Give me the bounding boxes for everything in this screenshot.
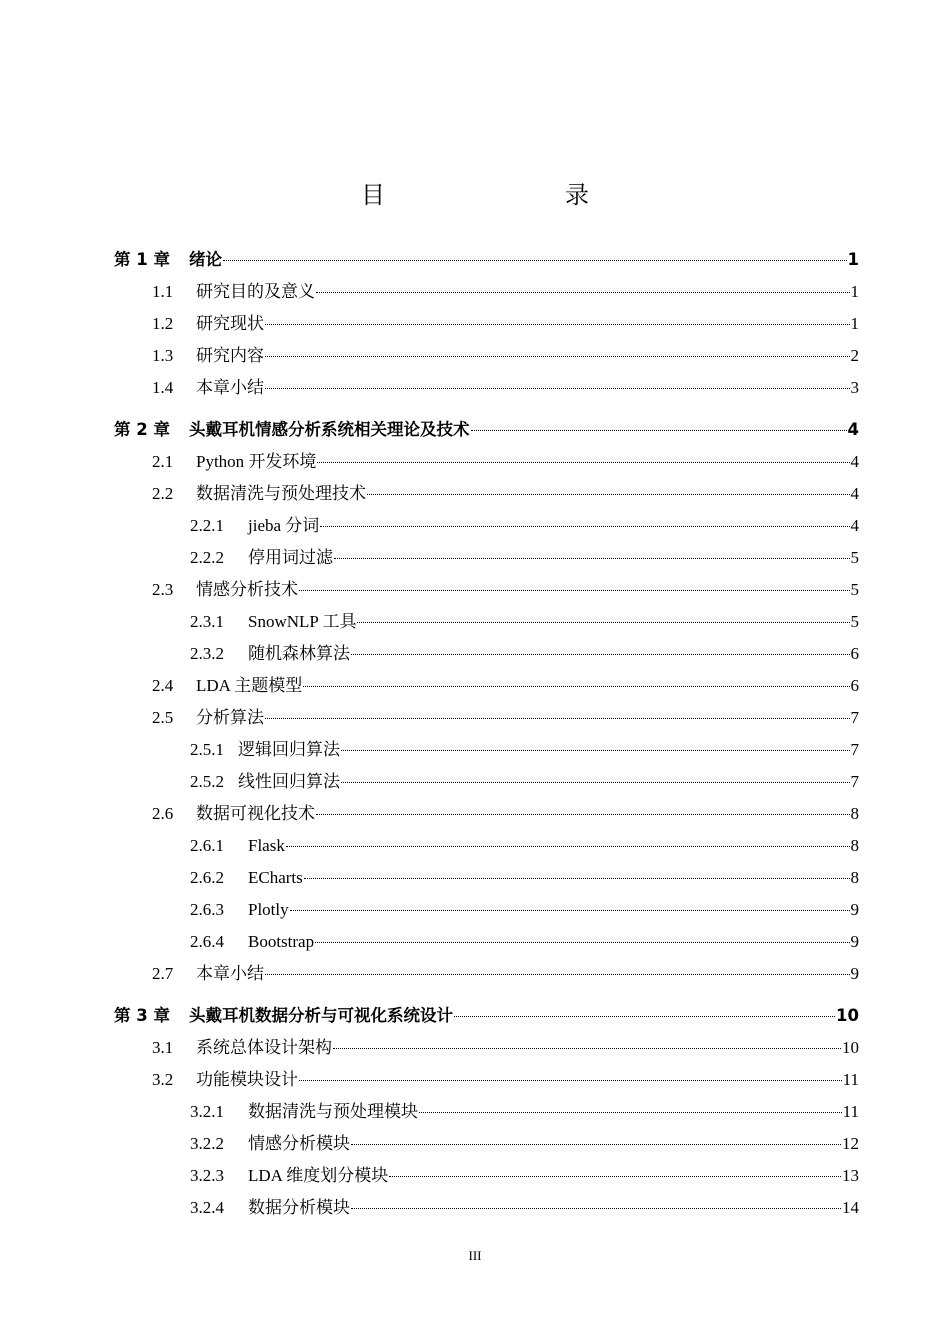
toc-entry[interactable] bbox=[152, 706, 859, 730]
toc-entry-number: 1.1 bbox=[152, 282, 174, 301]
toc-entry[interactable] bbox=[190, 1164, 859, 1188]
toc-dot-leader bbox=[357, 622, 849, 623]
toc-entry[interactable] bbox=[190, 866, 859, 890]
toc-entry[interactable] bbox=[190, 738, 859, 762]
toc-dot-leader bbox=[419, 1112, 842, 1113]
toc-chapter-entry[interactable] bbox=[114, 1004, 859, 1028]
toc-dot-leader bbox=[299, 590, 850, 591]
toc-entry[interactable] bbox=[152, 312, 859, 336]
toc-dot-leader bbox=[265, 718, 850, 719]
toc-dot-leader bbox=[303, 686, 849, 687]
toc-entry-title: Flask bbox=[248, 836, 285, 855]
toc-dot-leader bbox=[334, 558, 850, 559]
page-number-footer: III bbox=[468, 1248, 482, 1263]
toc-entry-title: SnowNLP 工具 bbox=[248, 612, 357, 631]
toc-entry-number: 2.4 bbox=[152, 676, 174, 695]
toc-entry[interactable] bbox=[152, 280, 859, 304]
toc-entry-title: 数据清洗与预处理模块 bbox=[248, 1102, 418, 1121]
toc-entry-title: 数据分析模块 bbox=[248, 1198, 350, 1217]
toc-entry-page: 5 bbox=[850, 580, 859, 599]
toc-entry-page: 12 bbox=[842, 1134, 859, 1153]
toc-chapter-entry[interactable] bbox=[114, 248, 859, 272]
toc-dot-leader bbox=[317, 462, 849, 463]
toc-entry-title: 头戴耳机数据分析与可视化系统设计 bbox=[189, 1006, 453, 1025]
toc-dot-leader bbox=[299, 1080, 842, 1081]
toc-entry-number: 3.2.1 bbox=[190, 1102, 224, 1121]
toc-dot-leader bbox=[351, 1144, 841, 1145]
toc-dot-leader bbox=[265, 324, 850, 325]
toc-entry-number: 2.6 bbox=[152, 804, 174, 823]
toc-dot-leader bbox=[389, 1176, 841, 1177]
toc-entry[interactable] bbox=[152, 344, 859, 368]
toc-dot-leader bbox=[290, 910, 850, 911]
toc-entry-number: 2.6.4 bbox=[190, 932, 224, 951]
toc-dot-leader bbox=[316, 292, 850, 293]
toc-entry[interactable] bbox=[152, 578, 859, 602]
toc-entry-number: 2.6.3 bbox=[190, 900, 224, 919]
toc-dot-leader bbox=[454, 1016, 835, 1017]
toc-entry-title: 线性回归算法 bbox=[238, 772, 340, 791]
toc-entry-title: Bootstrap bbox=[248, 932, 315, 951]
toc-entry-number: 第 1 章 bbox=[114, 250, 170, 269]
toc-entry-page: 9 bbox=[850, 964, 859, 983]
toc-dot-leader bbox=[351, 1208, 841, 1209]
toc-entry-page: 2 bbox=[850, 346, 859, 365]
toc-entry-page: 5 bbox=[850, 612, 859, 631]
toc-dot-leader bbox=[333, 1048, 841, 1049]
page-title: 目 录 bbox=[361, 181, 633, 209]
toc-entry-page: 5 bbox=[850, 548, 859, 567]
toc-entry[interactable] bbox=[152, 450, 859, 474]
toc-entry-number: 2.3.2 bbox=[190, 644, 224, 663]
toc-entry-number: 2.2.2 bbox=[190, 548, 224, 567]
toc-dot-leader bbox=[265, 974, 850, 975]
toc-entry-title: 随机森林算法 bbox=[248, 644, 350, 663]
toc-entry-number: 3.2 bbox=[152, 1070, 174, 1089]
toc-entry-page: 11 bbox=[842, 1070, 859, 1089]
toc-entry-page: 11 bbox=[842, 1102, 859, 1121]
toc-entry[interactable] bbox=[190, 1100, 859, 1124]
toc-entry[interactable] bbox=[190, 770, 859, 794]
toc-entry-title: 本章小结 bbox=[196, 964, 264, 983]
toc-entry-number: 1.4 bbox=[152, 378, 174, 397]
toc-dot-leader bbox=[341, 750, 850, 751]
toc-entry[interactable] bbox=[190, 930, 859, 954]
toc-dot-leader bbox=[320, 526, 849, 527]
toc-entry-title: 系统总体设计架构 bbox=[196, 1038, 332, 1057]
toc-entry-page: 8 bbox=[850, 868, 859, 887]
toc-dot-leader bbox=[265, 356, 850, 357]
toc-entry[interactable] bbox=[190, 1132, 859, 1156]
toc-dot-leader bbox=[341, 782, 850, 783]
toc-entry-number: 2.6.2 bbox=[190, 868, 224, 887]
toc-entry-page: 8 bbox=[850, 804, 859, 823]
toc-entry-page: 4 bbox=[850, 484, 859, 503]
toc-entry-page: 4 bbox=[847, 420, 859, 439]
toc-dot-leader bbox=[304, 878, 850, 879]
toc-dot-leader bbox=[367, 494, 850, 495]
toc-entry-number: 2.2 bbox=[152, 484, 174, 503]
toc-entry-title: ECharts bbox=[248, 868, 303, 887]
toc-entry[interactable] bbox=[190, 514, 859, 538]
toc-entry-number: 3.1 bbox=[152, 1038, 174, 1057]
toc-dot-leader bbox=[315, 942, 849, 943]
toc-entry-page: 7 bbox=[850, 772, 859, 791]
toc-entry-number: 2.3 bbox=[152, 580, 174, 599]
toc-dot-leader bbox=[351, 654, 850, 655]
toc-entry-number: 2.7 bbox=[152, 964, 174, 983]
toc-entry-title: 本章小结 bbox=[196, 378, 264, 397]
toc-entry-page: 1 bbox=[850, 282, 859, 301]
toc-dot-leader bbox=[223, 260, 847, 261]
toc-entry-title: 数据可视化技术 bbox=[196, 804, 315, 823]
toc-entry-title: 研究现状 bbox=[196, 314, 264, 333]
toc-entry-number: 2.3.1 bbox=[190, 612, 224, 631]
toc-entry-title: 分析算法 bbox=[196, 708, 264, 727]
toc-entry-number: 1.3 bbox=[152, 346, 174, 365]
toc-entry-title: jieba 分词 bbox=[248, 516, 320, 535]
toc-entry[interactable] bbox=[152, 482, 859, 506]
toc-entry-title: LDA 维度划分模块 bbox=[248, 1166, 389, 1185]
toc-entry-number: 2.2.1 bbox=[190, 516, 224, 535]
toc-entry[interactable] bbox=[152, 962, 859, 986]
toc-dot-leader bbox=[265, 388, 850, 389]
toc-entry-title: 逻辑回归算法 bbox=[238, 740, 340, 759]
toc-entry[interactable] bbox=[190, 610, 859, 634]
toc-entry-page: 9 bbox=[850, 932, 859, 951]
toc-entry-page: 7 bbox=[850, 740, 859, 759]
toc-entry-title: LDA 主题模型 bbox=[196, 676, 303, 695]
toc-entry-number: 第 3 章 bbox=[114, 1006, 170, 1025]
toc-entry-title: Python 开发环境 bbox=[196, 452, 317, 471]
toc-dot-leader bbox=[471, 430, 847, 431]
toc-entry[interactable] bbox=[152, 1068, 859, 1092]
toc-entry-page: 7 bbox=[850, 708, 859, 727]
toc-entry-title: 研究目的及意义 bbox=[196, 282, 315, 301]
toc-entry[interactable] bbox=[190, 546, 859, 570]
toc-entry[interactable] bbox=[190, 898, 859, 922]
toc-entry-title: Plotly bbox=[248, 900, 289, 919]
toc-entry-number: 2.5.1 bbox=[190, 740, 224, 759]
toc-entry[interactable] bbox=[152, 1036, 859, 1060]
toc-entry-number: 2.5 bbox=[152, 708, 174, 727]
toc-entry[interactable] bbox=[152, 376, 859, 400]
toc-entry-number: 3.2.3 bbox=[190, 1166, 224, 1185]
toc-entry-title: 功能模块设计 bbox=[196, 1070, 298, 1089]
toc-entry[interactable] bbox=[152, 674, 859, 698]
toc-entry-page: 10 bbox=[842, 1038, 859, 1057]
toc-dot-leader bbox=[286, 846, 850, 847]
toc-entry-number: 第 2 章 bbox=[114, 420, 170, 439]
toc-entry-page: 13 bbox=[842, 1166, 859, 1185]
toc-entry[interactable] bbox=[190, 642, 859, 666]
toc-entry-page: 14 bbox=[842, 1198, 859, 1217]
toc-entry-number: 2.5.2 bbox=[190, 772, 224, 791]
toc-entry-number: 3.2.4 bbox=[190, 1198, 224, 1217]
toc-entry-page: 1 bbox=[847, 250, 859, 269]
toc-entry-title: 研究内容 bbox=[196, 346, 264, 365]
toc-entry-title: 情感分析技术 bbox=[196, 580, 298, 599]
toc-dot-leader bbox=[316, 814, 850, 815]
toc-entry[interactable] bbox=[190, 834, 859, 858]
toc-entry-page: 6 bbox=[850, 644, 859, 663]
toc-entry-number: 2.1 bbox=[152, 452, 174, 471]
toc-entry-page: 4 bbox=[850, 452, 859, 471]
toc-chapter-entry[interactable] bbox=[114, 418, 859, 442]
toc-entry-page: 9 bbox=[850, 900, 859, 919]
toc-entry[interactable] bbox=[190, 1196, 859, 1220]
toc-entry[interactable] bbox=[152, 802, 859, 826]
toc-entry-page: 4 bbox=[850, 516, 859, 535]
toc-entry-number: 1.2 bbox=[152, 314, 174, 333]
toc-entry-title: 头戴耳机情感分析系统相关理论及技术 bbox=[189, 420, 470, 439]
toc-entry-page: 3 bbox=[850, 378, 859, 397]
toc-entry-title: 绪论 bbox=[189, 250, 222, 269]
toc-entry-page: 1 bbox=[850, 314, 859, 333]
toc-entry-page: 8 bbox=[850, 836, 859, 855]
toc-entry-page: 10 bbox=[836, 1006, 859, 1025]
toc-entry-title: 停用词过滤 bbox=[248, 548, 333, 567]
toc-entry-number: 3.2.2 bbox=[190, 1134, 224, 1153]
toc-entry-page: 6 bbox=[850, 676, 859, 695]
toc-entry-title: 数据清洗与预处理技术 bbox=[196, 484, 366, 503]
toc-entry-number: 2.6.1 bbox=[190, 836, 224, 855]
toc-entry-title: 情感分析模块 bbox=[248, 1134, 350, 1153]
